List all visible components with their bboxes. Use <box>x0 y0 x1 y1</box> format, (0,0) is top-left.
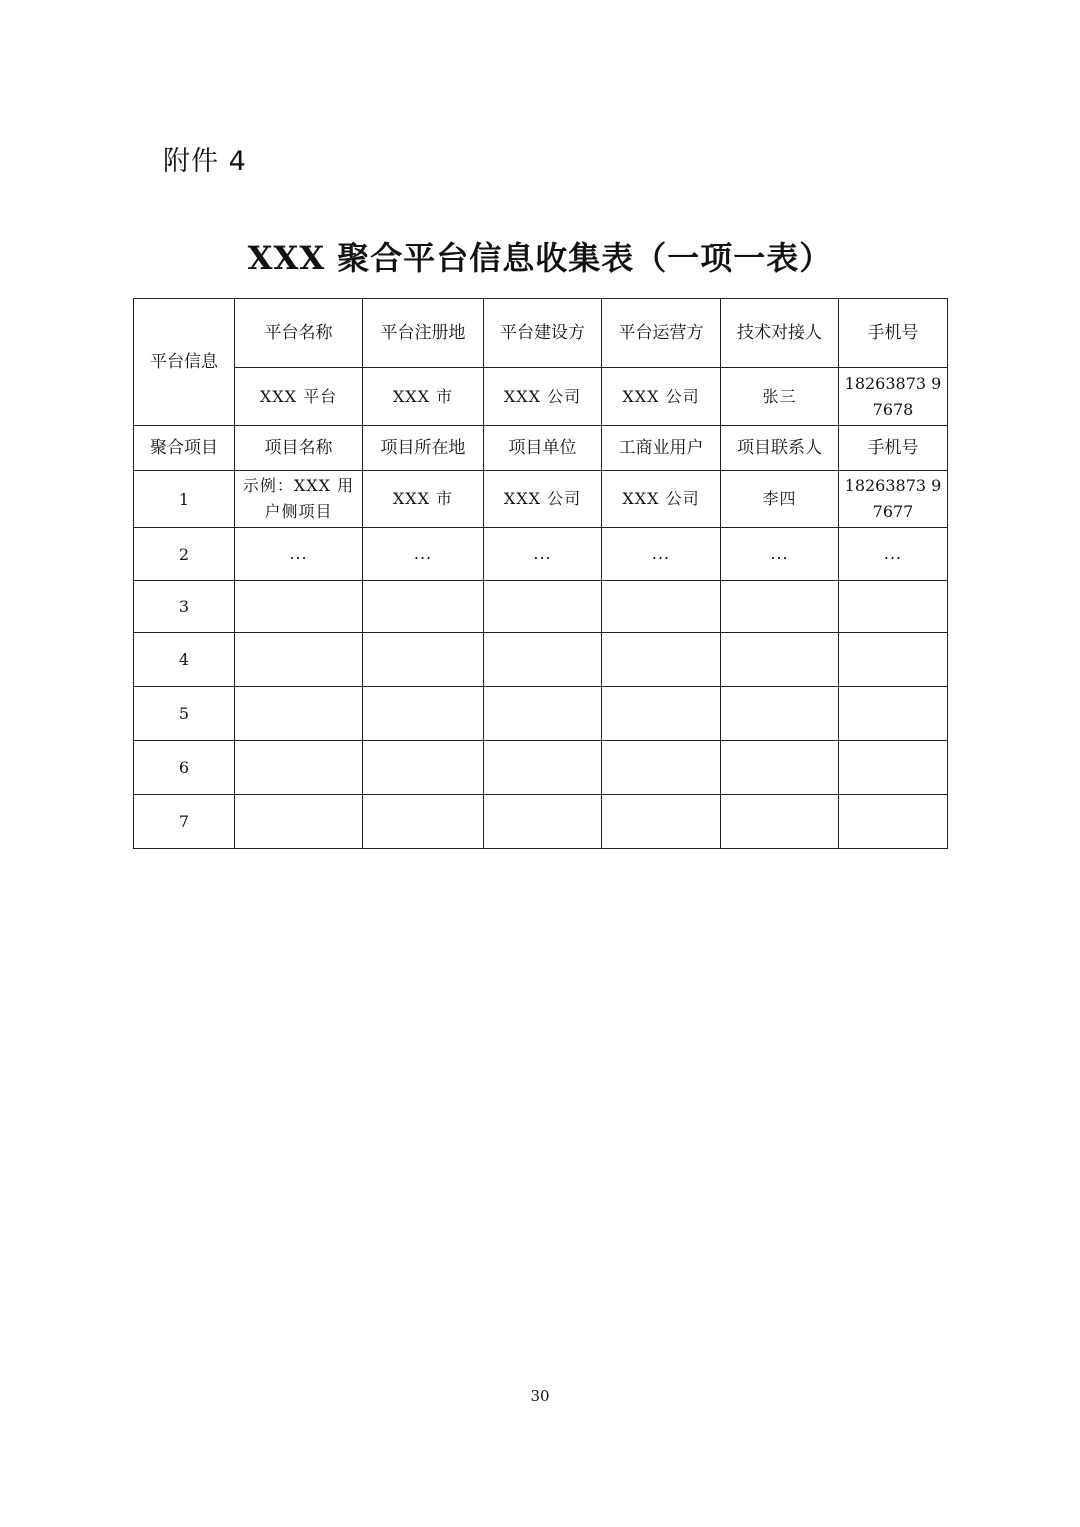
project-cell <box>721 795 839 849</box>
project-header-cell: 项目所在地 <box>363 426 484 471</box>
project-header-row <box>134 426 948 471</box>
project-row-index: 2 <box>134 528 235 581</box>
project-row-index: 5 <box>134 687 235 741</box>
project-cell <box>839 741 948 795</box>
project-cell: XXX 市 <box>363 471 484 528</box>
project-row-index: 4 <box>134 633 235 687</box>
project-cell <box>602 741 721 795</box>
project-cell <box>721 581 839 633</box>
platform-value-cell: XXX 公司 <box>602 368 721 426</box>
platform-header-cell: 平台名称 <box>235 299 363 368</box>
project-cell <box>484 581 602 633</box>
project-cell: XXX 公司 <box>484 471 602 528</box>
page-number: 30 <box>530 1387 550 1405</box>
project-cell: ... <box>602 528 721 581</box>
project-cell <box>235 795 363 849</box>
project-cell <box>484 741 602 795</box>
project-cell <box>484 795 602 849</box>
platform-header-cell: 技术对接人 <box>721 299 839 368</box>
project-row-index: 6 <box>134 741 235 795</box>
platform-value-cell: XXX 公司 <box>484 368 602 426</box>
project-header-cell: 工商业用户 <box>602 426 721 471</box>
project-cell: ... <box>363 528 484 581</box>
platform-header-row <box>134 299 948 368</box>
project-cell: ... <box>235 528 363 581</box>
project-row <box>134 633 948 687</box>
project-header-cell: 手机号 <box>839 426 948 471</box>
project-cell <box>602 795 721 849</box>
platform-phone-cell: 18263873 97678 <box>839 368 948 426</box>
project-cell <box>363 687 484 741</box>
attachment-label: 附件 4 <box>163 146 247 177</box>
platform-section-label: 平台信息 <box>134 299 235 426</box>
project-cell <box>721 687 839 741</box>
project-cell: ... <box>721 528 839 581</box>
project-header-cell: 项目名称 <box>235 426 363 471</box>
project-cell <box>721 741 839 795</box>
project-cell <box>602 633 721 687</box>
platform-value-row <box>134 368 948 426</box>
project-row <box>134 687 948 741</box>
project-cell <box>602 581 721 633</box>
project-cell <box>839 687 948 741</box>
document-title: XXX 聚合平台信息收集表（一项一表） <box>247 239 833 277</box>
project-row-index: 3 <box>134 581 235 633</box>
project-cell: 示例：XXX 用户侧项目 <box>235 471 363 528</box>
project-header-cell: 项目单位 <box>484 426 602 471</box>
project-cell <box>602 687 721 741</box>
project-cell <box>839 633 948 687</box>
project-cell <box>721 633 839 687</box>
platform-header-cell: 平台运营方 <box>602 299 721 368</box>
project-row-index: 7 <box>134 795 235 849</box>
project-cell <box>235 687 363 741</box>
project-cell: ... <box>839 528 948 581</box>
project-cell <box>484 687 602 741</box>
project-header-cell: 项目联系人 <box>721 426 839 471</box>
project-row <box>134 581 948 633</box>
project-cell: XXX 公司 <box>602 471 721 528</box>
platform-value-cell: XXX 市 <box>363 368 484 426</box>
project-cell <box>235 633 363 687</box>
project-cell <box>363 633 484 687</box>
project-cell <box>235 741 363 795</box>
project-row <box>134 795 948 849</box>
project-cell <box>839 795 948 849</box>
project-row <box>134 471 948 528</box>
project-row-index: 1 <box>134 471 235 528</box>
project-cell <box>363 741 484 795</box>
project-cell <box>235 581 363 633</box>
project-section-label: 聚合项目 <box>134 426 235 471</box>
project-cell: ... <box>484 528 602 581</box>
platform-value-cell: XXX 平台 <box>235 368 363 426</box>
project-cell: 李四 <box>721 471 839 528</box>
project-phone-cell: 18263873 97677 <box>839 471 948 528</box>
platform-value-cell: 张三 <box>721 368 839 426</box>
project-cell <box>363 795 484 849</box>
project-row <box>134 528 948 581</box>
project-cell <box>839 581 948 633</box>
platform-header-cell: 手机号 <box>839 299 948 368</box>
project-cell <box>484 633 602 687</box>
platform-header-cell: 平台建设方 <box>484 299 602 368</box>
info-collection-table <box>133 298 948 849</box>
project-row <box>134 741 948 795</box>
project-cell <box>363 581 484 633</box>
platform-header-cell: 平台注册地 <box>363 299 484 368</box>
